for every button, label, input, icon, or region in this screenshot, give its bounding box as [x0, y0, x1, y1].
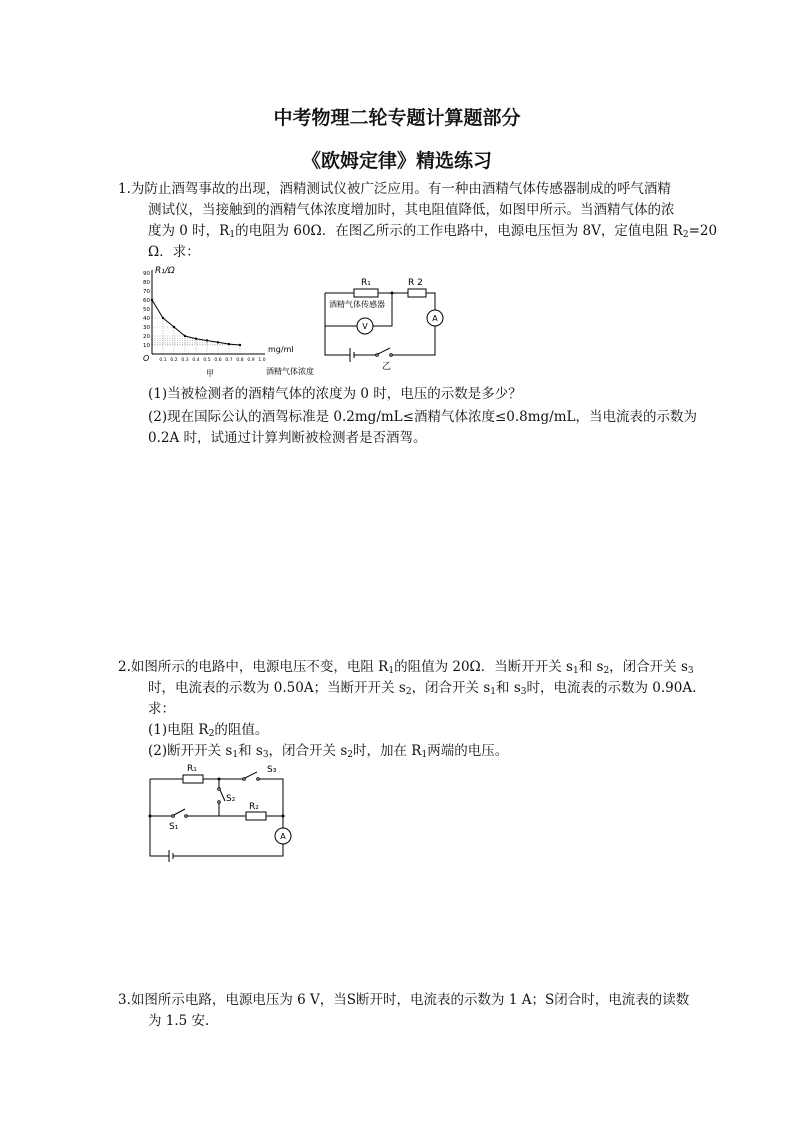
r2-label: R 2 — [408, 278, 423, 288]
data-point — [217, 341, 219, 343]
y-tick-label: 40 — [143, 316, 150, 322]
data-point — [173, 326, 175, 328]
fig-yi-caption: 乙 — [382, 362, 392, 372]
q2-sub-1: (1)电阻 $R_2$的阻值。 — [148, 722, 269, 739]
data-point — [195, 338, 197, 340]
q2-s3-label: S₃ — [267, 765, 277, 775]
q2-r1-label: R₁ — [187, 764, 197, 774]
q2-r1-resistor — [183, 775, 203, 783]
data-point — [206, 339, 208, 341]
data-point — [228, 343, 230, 345]
x-tick-label: 0.4 — [192, 358, 200, 363]
x-tick-label: 0.3 — [181, 358, 189, 363]
x-tick-label: 0.5 — [203, 358, 211, 363]
fig-jia-caption: 甲 — [206, 369, 214, 378]
q3-line-1: 3.如图所示电路，电源电压为 6 V，当S断开时，电流表的示数为 1 A；S闭合时，电流表的读数 — [118, 992, 690, 1008]
origin-label: O — [143, 354, 150, 363]
y-tick-label: 60 — [143, 298, 150, 304]
x-tick-label: 0.7 — [225, 358, 233, 363]
data-point — [239, 344, 241, 346]
sensor-label: 酒精气体传感器 — [329, 300, 385, 309]
y-tick-label: 50 — [143, 307, 150, 313]
q1-sub-1: (1)当被检测者的酒精气体的浓度为 0 时，电压的示数是多少？ — [148, 386, 522, 402]
q1-line-1: 1.为防止酒驾事故的出现，酒精测试仪被广泛应用。有一种由酒精气体传感器制成的呼气酒精 — [118, 181, 671, 197]
y-tick-label: 30 — [143, 325, 150, 331]
q2-r2-label: R₂ — [249, 802, 259, 812]
y-tick-label: 80 — [143, 280, 150, 286]
voltmeter-label: V — [362, 322, 368, 331]
q2-line-2: 时，电流表的示数为 0.50A；当断开开关 $s_2$，闭合开关 $s_1$和 $s_3$时，电流表的示数为 0.90A. — [148, 680, 697, 697]
q3-line-2: 为 1.5 安. — [148, 1013, 210, 1029]
data-point — [151, 299, 153, 301]
x-tick-label: 1.0 — [258, 358, 266, 363]
y-tick-label: 70 — [143, 289, 150, 295]
r1-label: R₁ — [361, 278, 371, 288]
q1-line-3: 度为 0 时，$R_1$的电阻为 60Ω．在图乙所示的工作电路中，电源电压恒为 8V，定值电阻 $R_2=20$ — [148, 223, 718, 240]
r1-sensor-resistor — [354, 289, 378, 297]
q1-sub-3: 0.2A 时，试通过计算判断被检测者是否酒驾。 — [148, 430, 427, 446]
q2-line-3: 求： — [148, 701, 175, 717]
x-axis-name: 酒精气体浓度 — [266, 367, 314, 376]
x-tick-label: 0.1 — [159, 358, 167, 363]
r2-resistor — [408, 289, 426, 297]
q2-sub-2: (2)断开开关 $s_1$和 $s_3$，闭合开关 $s_2$时，加在 $R_1$两端的电压。 — [148, 743, 509, 760]
q2-r2-resistor — [246, 812, 266, 820]
x-tick-label: 0.9 — [247, 358, 255, 363]
doc-subtitle: 《欧姆定律》精选练习 — [301, 150, 492, 172]
q1-line-4: Ω．求： — [148, 244, 200, 260]
q1-line-2: 测试仪，当接触到的酒精气体浓度增加时，其电阻值降低，如图甲所示。当酒精气体的浓 — [148, 202, 675, 218]
data-point — [162, 317, 164, 319]
data-point — [184, 335, 186, 337]
y-tick-label: 10 — [143, 343, 150, 349]
fig-q2-circuit — [145, 762, 295, 862]
q1-sub-2: (2)现在国际公认的酒驾标准是 0.2mg/mL≤酒精气体浓度≤0.8mg/mL，当电流表的示数为 — [148, 409, 697, 425]
x-unit-label: mg/ml — [268, 345, 294, 354]
doc-title: 中考物理二轮专题计算题部分 — [273, 107, 521, 129]
q2-line-1: 2.如图所示的电路中，电源电压不变，电阻 $R_1$的阻值为 20Ω．当断开开关 $s_1$和 $s_2$，闭合开关 $s_3$ — [118, 659, 694, 676]
ammeter-label: A — [432, 314, 438, 323]
fig-jia-chart — [140, 262, 314, 382]
q2-ammeter-label: A — [280, 832, 286, 841]
y-tick-label: 90 — [143, 271, 150, 277]
y-tick-label: 20 — [143, 334, 150, 340]
q2-s1-label: S₁ — [169, 822, 179, 832]
x-tick-label: 0.2 — [170, 358, 178, 363]
y-axis-label: R₁/Ω — [155, 266, 175, 276]
fig-yi-circuit — [320, 268, 450, 372]
q2-s2-label: S₂ — [226, 794, 236, 804]
x-tick-label: 0.6 — [214, 358, 222, 363]
x-tick-label: 0.8 — [236, 358, 244, 363]
